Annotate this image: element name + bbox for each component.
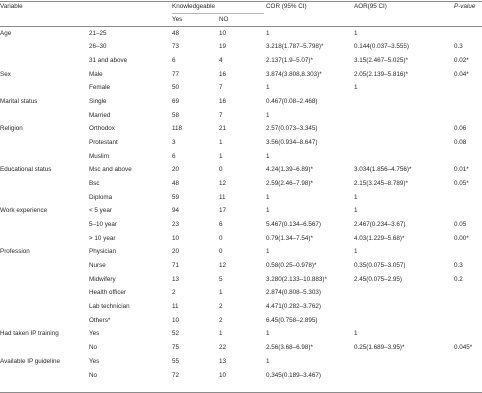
cor-cell: 2.56(3.68–6.98)* xyxy=(266,344,313,352)
category-cell: Yes xyxy=(89,330,100,338)
aor-cell: 2.45(0.075–2.95) xyxy=(354,275,402,283)
category-cell: Single xyxy=(89,97,107,105)
yes-count-cell: 10 xyxy=(172,234,180,242)
no-count-cell: 10 xyxy=(219,371,227,379)
no-count-cell: 7 xyxy=(219,84,223,92)
no-count-cell: 13 xyxy=(219,357,227,365)
aor-cell: 4.03(1.229–5.68)* xyxy=(354,234,405,242)
category-cell: No xyxy=(89,371,98,379)
yes-count-cell: 3 xyxy=(172,138,176,146)
no-count-cell: 11 xyxy=(219,193,226,201)
yes-count-cell: 50 xyxy=(172,84,180,92)
pvalue-cell: 0.2 xyxy=(454,275,463,283)
cor-cell: 3.56(0.934–8.647) xyxy=(266,138,318,146)
yes-count-cell: 13 xyxy=(172,275,180,283)
variable-cell: Work experience xyxy=(0,207,48,215)
no-count-cell: 1 xyxy=(219,138,223,146)
category-cell: Muslim xyxy=(89,152,109,160)
yes-count-cell: 118 xyxy=(172,125,183,133)
cor-cell: 1 xyxy=(266,207,270,215)
category-cell: Protestant xyxy=(89,138,118,146)
pvalue-cell: 0.04* xyxy=(454,70,469,78)
cor-cell: 2.57(0.073–3.345) xyxy=(266,125,318,133)
no-count-cell: 4 xyxy=(219,56,223,64)
pvalue-cell: 0.06 xyxy=(454,125,467,133)
category-cell: 5–10 year xyxy=(89,221,118,229)
cor-cell: 4.24(1.39–6.89)* xyxy=(266,166,313,174)
category-cell: 21–25 xyxy=(89,29,107,37)
header-variable: Variable xyxy=(0,3,23,10)
cor-cell: 2.59(2.46–7.98)* xyxy=(266,179,313,187)
pvalue-cell: 0.01* xyxy=(454,166,469,174)
no-count-cell: 0 xyxy=(219,166,223,174)
no-count-cell: 1 xyxy=(219,152,223,160)
no-count-cell: 5 xyxy=(219,275,223,283)
yes-count-cell: 10 xyxy=(172,316,180,324)
yes-count-cell: 75 xyxy=(172,344,180,352)
no-count-cell: 12 xyxy=(219,179,227,187)
knowledgeable-span-rule xyxy=(172,13,264,14)
yes-count-cell: 6 xyxy=(172,152,176,160)
yes-count-cell: 58 xyxy=(172,111,180,119)
variable-cell: Religion xyxy=(0,125,23,133)
variable-cell: Had taken IP training xyxy=(0,330,59,338)
cor-cell: 3.218(1.787–5.798)* xyxy=(266,43,324,51)
cor-cell: 3.280(2.133–10.883)* xyxy=(266,275,327,283)
cor-cell: 0.79(1.34–7.54)* xyxy=(266,234,313,242)
variable-cell: Educational status xyxy=(0,166,52,174)
variable-cell: Sex xyxy=(0,70,11,78)
cor-cell: 0.345(0.189–3.467) xyxy=(266,371,321,379)
no-count-cell: 1 xyxy=(219,330,223,338)
pvalue-cell: 0.00* xyxy=(454,234,469,242)
yes-count-cell: 69 xyxy=(172,97,180,105)
no-count-cell: 19 xyxy=(219,43,227,51)
header-bottom-rule xyxy=(0,26,482,27)
header-knowledgeable: Knowledgeable xyxy=(172,3,216,10)
category-cell: No xyxy=(89,344,98,352)
category-cell: Msc and above xyxy=(89,166,132,174)
cor-cell: 0.58(0.25–0.978)* xyxy=(266,262,317,270)
aor-cell: 1 xyxy=(354,248,358,256)
aor-cell: 1 xyxy=(354,29,358,37)
aor-cell: 3.15(2.467–5.025)* xyxy=(354,56,408,64)
variable-cell: Available IP guideline xyxy=(0,357,60,365)
yes-count-cell: 77 xyxy=(172,70,180,78)
aor-cell: 0.35(0.075–3.057) xyxy=(354,262,406,270)
cor-cell: 1 xyxy=(266,84,270,92)
category-cell: > 10 year xyxy=(89,234,116,242)
category-cell: Yes xyxy=(89,357,100,365)
no-count-cell: 12 xyxy=(219,262,227,270)
yes-count-cell: 72 xyxy=(172,371,180,379)
cor-cell: 1 xyxy=(266,330,270,338)
header-no: NO xyxy=(219,15,229,23)
pvalue-cell: 0.3 xyxy=(454,43,463,51)
no-count-cell: 6 xyxy=(219,221,223,229)
cor-cell: 1 xyxy=(266,248,270,256)
category-cell: Nurse xyxy=(89,262,106,270)
header-yes: Yes xyxy=(172,15,183,23)
cor-cell: 1 xyxy=(266,29,270,37)
cor-cell: 0.467(0.08–2.468) xyxy=(266,97,318,105)
cor-cell: 2.137(1.9–5.07)* xyxy=(266,56,313,64)
aor-cell: 3.034(1.856–4.756)* xyxy=(354,166,412,174)
aor-cell: 0.25(1.689–3.95)* xyxy=(354,344,405,352)
pvalue-cell: 0.3 xyxy=(454,262,463,270)
header-cor: COR (95% CI) xyxy=(266,3,307,10)
no-count-cell: 22 xyxy=(219,344,227,352)
category-cell: 26–30 xyxy=(89,43,107,51)
cor-cell: 1 xyxy=(266,152,270,160)
yes-count-cell: 52 xyxy=(172,330,180,338)
yes-count-cell: 11 xyxy=(172,303,179,311)
aor-cell: 1 xyxy=(354,84,358,92)
cor-cell: 1 xyxy=(266,111,270,119)
pvalue-cell: 0.05* xyxy=(454,179,469,187)
aor-cell: 1 xyxy=(354,193,358,201)
no-count-cell: 7 xyxy=(219,111,223,119)
no-count-cell: 0 xyxy=(219,248,223,256)
yes-count-cell: 48 xyxy=(172,29,180,37)
yes-count-cell: 23 xyxy=(172,221,180,229)
variable-cell: Age xyxy=(0,29,12,37)
cor-cell: 3.874(3.808,8.303)* xyxy=(266,70,322,78)
category-cell: Bsc xyxy=(89,179,100,187)
yes-count-cell: 73 xyxy=(172,43,180,51)
aor-cell: 1 xyxy=(354,330,358,338)
no-count-cell: 16 xyxy=(219,97,227,105)
no-count-cell: 21 xyxy=(219,125,227,133)
category-cell: Orthodox xyxy=(89,125,115,133)
cor-cell: 1 xyxy=(266,193,270,201)
header-pvalue: P-value xyxy=(454,3,476,10)
no-count-cell: 17 xyxy=(219,207,227,215)
cor-cell: 6.45(0.758–2.895) xyxy=(266,316,318,324)
no-count-cell: 2 xyxy=(219,316,223,324)
pvalue-cell: 0.02* xyxy=(454,56,469,64)
variable-cell: Profession xyxy=(0,248,30,256)
no-count-cell: 2 xyxy=(219,303,223,311)
no-count-cell: 16 xyxy=(219,70,227,78)
cor-cell: 4.471(0.282–3.762) xyxy=(266,303,321,311)
category-cell: Female xyxy=(89,84,110,92)
pvalue-cell: 0.08 xyxy=(454,138,467,146)
yes-count-cell: 2 xyxy=(172,289,176,297)
aor-cell: 2.15(3.245–8.789)* xyxy=(354,179,408,187)
variable-cell: Marital status xyxy=(0,97,38,105)
category-cell: 31 and above xyxy=(89,56,128,64)
yes-count-cell: 71 xyxy=(172,262,180,270)
category-cell: Physician xyxy=(89,248,116,256)
category-cell: Others* xyxy=(89,316,111,324)
category-cell: Lab technician xyxy=(89,303,130,311)
aor-cell: 1 xyxy=(354,207,358,215)
no-count-cell: 10 xyxy=(219,29,227,37)
category-cell: Health officer xyxy=(89,289,126,297)
category-cell: Midwifery xyxy=(89,275,116,283)
cor-cell: 5.467(0.134–6.567) xyxy=(266,221,321,229)
category-cell: < 5 year xyxy=(89,207,112,215)
yes-count-cell: 6 xyxy=(172,56,176,64)
category-cell: Male xyxy=(89,70,103,78)
pvalue-cell: 0.045* xyxy=(454,344,473,352)
table-top-rule xyxy=(0,1,482,2)
header-aor: AOR(95 CI) xyxy=(354,3,387,10)
yes-count-cell: 59 xyxy=(172,193,180,201)
aor-cell: 2.05(2.139–5.816)* xyxy=(354,70,408,78)
cor-cell: 2.874(0.808–5.303) xyxy=(266,289,321,297)
category-cell: Married xyxy=(89,111,111,119)
yes-count-cell: 20 xyxy=(172,166,180,174)
aor-cell: 0.144(0.037–3.555) xyxy=(354,43,409,51)
category-cell: Diploma xyxy=(89,193,113,201)
no-count-cell: 1 xyxy=(219,289,223,297)
table-bottom-rule xyxy=(0,392,482,393)
yes-count-cell: 55 xyxy=(172,357,180,365)
pvalue-cell: 0.05 xyxy=(454,221,467,229)
no-count-cell: 0 xyxy=(219,234,223,242)
yes-count-cell: 94 xyxy=(172,207,180,215)
yes-count-cell: 48 xyxy=(172,179,180,187)
aor-cell: 2.467(0.234–3.67) xyxy=(354,221,406,229)
cor-cell: 1 xyxy=(266,357,270,365)
yes-count-cell: 20 xyxy=(172,248,180,256)
